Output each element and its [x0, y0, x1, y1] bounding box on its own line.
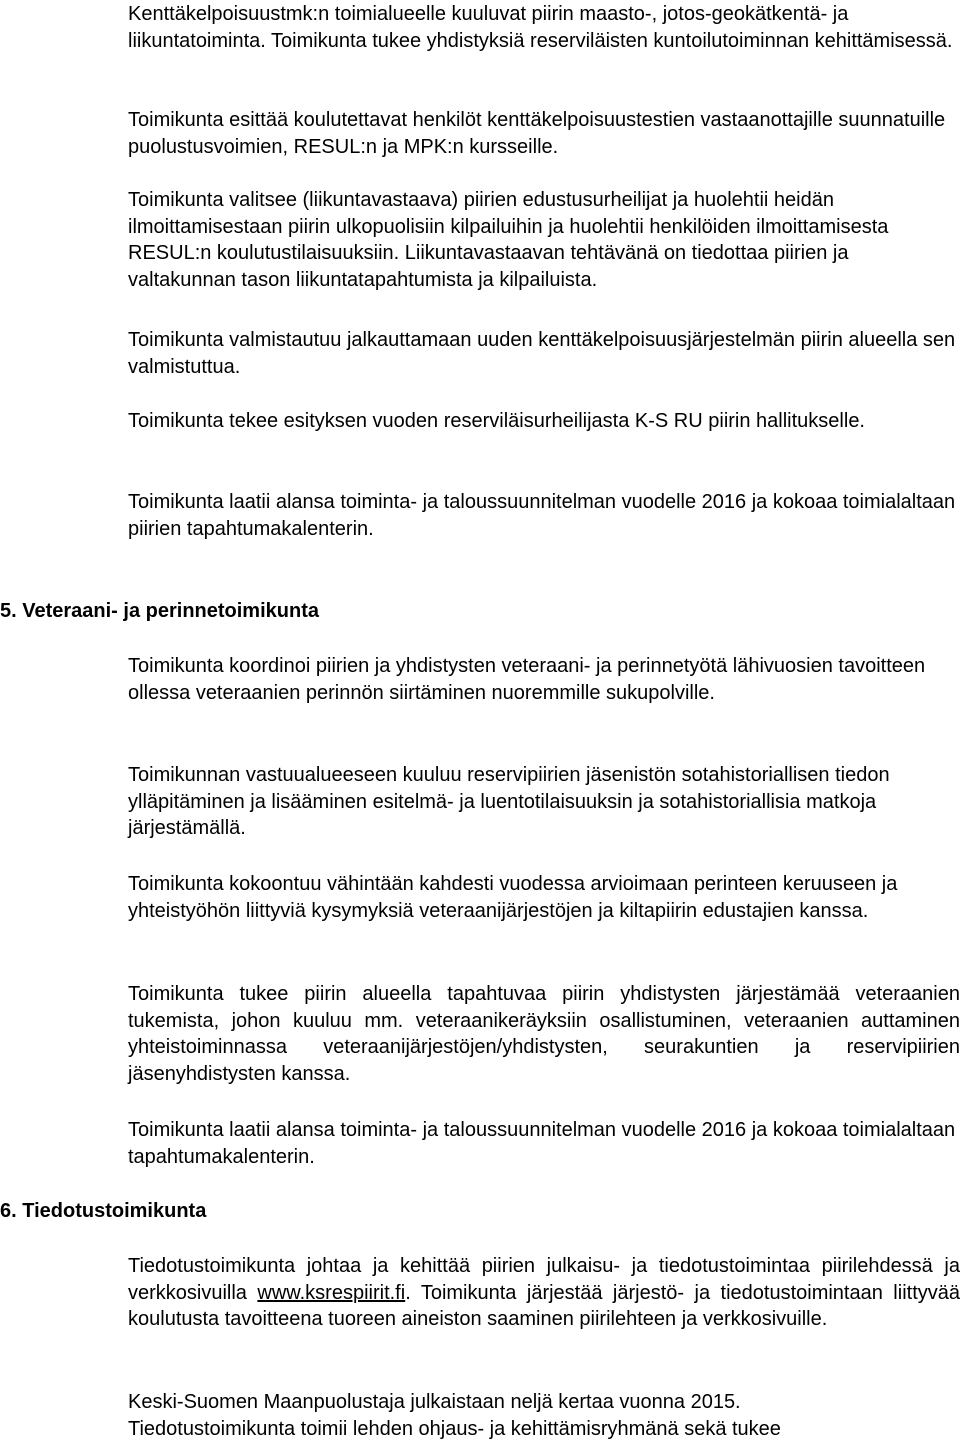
- section-heading-communications: 6. Tiedotustoimikunta: [0, 1200, 207, 1222]
- magazine-line-1: Keski-Suomen Maanpuolustaja julkaistaan neljä kertaa vuonna 2015.: [128, 1391, 741, 1413]
- paragraph-veteran-coordination: Toimikunta koordinoi piirien ja yhdistysten veteraani- ja perinnetyötä lähivuosien tavoitteen ollessa veteraanien perinnön siirtäminen nuoremmille sukupolville.: [128, 655, 926, 704]
- paragraph-kenttakelpoisuus-scope: Kenttäkelpoisuustmk:n toimialueelle kuuluvat piirin maasto-, jotos-geokätkentä- ja liikuntatoiminta. Toimikunta tukee yhdistyksiä reserviläisten kuntoilutoiminnan kehittämisessä.: [128, 3, 953, 52]
- paragraph-text: . Toimikunta järjestää järjestö- ja tiedotustoimintaan liittyvää koulutusta tavoitteena tuoreen aineiston saaminen piirilehteen ja verkkosivuille.: [128, 1281, 960, 1330]
- paragraph-plan-2016-s5: Toimikunta laatii alansa toiminta- ja taloussuunnitelman vuodelle 2016 ja kokoaa toimialaltaan tapahtumakalenterin.: [128, 1119, 956, 1168]
- paragraph-course-nominations: Toimikunta esittää koulutettavat henkilöt kenttäkelpoisuustestien vastaanottajille suunnatuille puolustusvoimien, RESUL:n ja MPK:n kursseille.: [128, 109, 946, 158]
- paragraph-magazine: [128, 1389, 960, 1442]
- paragraph-text: Tiedotustoimikunta johtaa ja kehittää piirien julkaisu- ja tiedotustoimintaa piirilehdessä ja verkkosivuilla: [128, 1255, 960, 1304]
- paragraph-new-system: Toimikunta valmistautuu jalkauttamaan uuden kenttäkelpoisuusjärjestelmän piirin alueella sen valmistuttua.: [128, 329, 956, 378]
- section-heading-veterans: 5. Veteraani- ja perinnetoimikunta: [0, 600, 319, 622]
- paragraph-communications-lead: [128, 1253, 960, 1333]
- paragraph-military-history: Toimikunnan vastuualueeseen kuuluu reservipiirien jäsenistön sotahistoriallisen tiedon ylläpitäminen ja lisääminen esitelmä- ja luentotilaisuuksin ja sotahistoriallisia matkoja järjestämällä.: [128, 764, 890, 839]
- website-link[interactable]: www.ksrespiirit.fi: [257, 1281, 406, 1304]
- paragraph-veteran-support: Toimikunta tukee piirin alueella tapahtuvaa piirin yhdistysten järjestämää veteraanien tukemista, johon kuuluu mm. veteraanikeräyksiin osallistuminen, veteraanien auttaminen yhteistoiminnassa veteraanijärjestöjen/yhdistysten, seurakuntien ja reservipiirien jäsenyhdistysten kanssa.: [128, 983, 960, 1085]
- paragraph-meetings: Toimikunta kokoontuu vähintään kahdesti vuodessa arvioimaan perinteen keruuseen ja yhteistyöhön liittyviä kysymyksiä veteraanijärjestöjen ja kiltapiirin edustajien kanssa.: [128, 873, 898, 922]
- paragraph-plan-2016-s4: Toimikunta laatii alansa toiminta- ja taloussuunnitelman vuodelle 2016 ja kokoaa toimialaltaan piirien tapahtumakalenterin.: [128, 491, 956, 540]
- paragraph-athlete-selection: Toimikunta valitsee (liikuntavastaava) piirien edustusurheilijat ja huolehtii heidän ilmoittamisestaan piirin ulkopuolisiin kilpailuihin ja huolehtii henkilöiden ilmoittamisesta RESUL:n koulutustilaisuuksiin. Liikuntavastaavan tehtävänä on tiedottaa piirien ja valtakunnan tason liikuntatapahtumista ja kilpailuista.: [128, 189, 889, 291]
- magazine-line-2: Tiedotustoimikunta toimii lehden ohjaus- ja kehittämisryhmänä sekä tukee: [128, 1417, 781, 1440]
- paragraph-athlete-of-year: Toimikunta tekee esityksen vuoden reserviläisurheilijasta K-S RU piirin hallitukselle.: [128, 410, 865, 432]
